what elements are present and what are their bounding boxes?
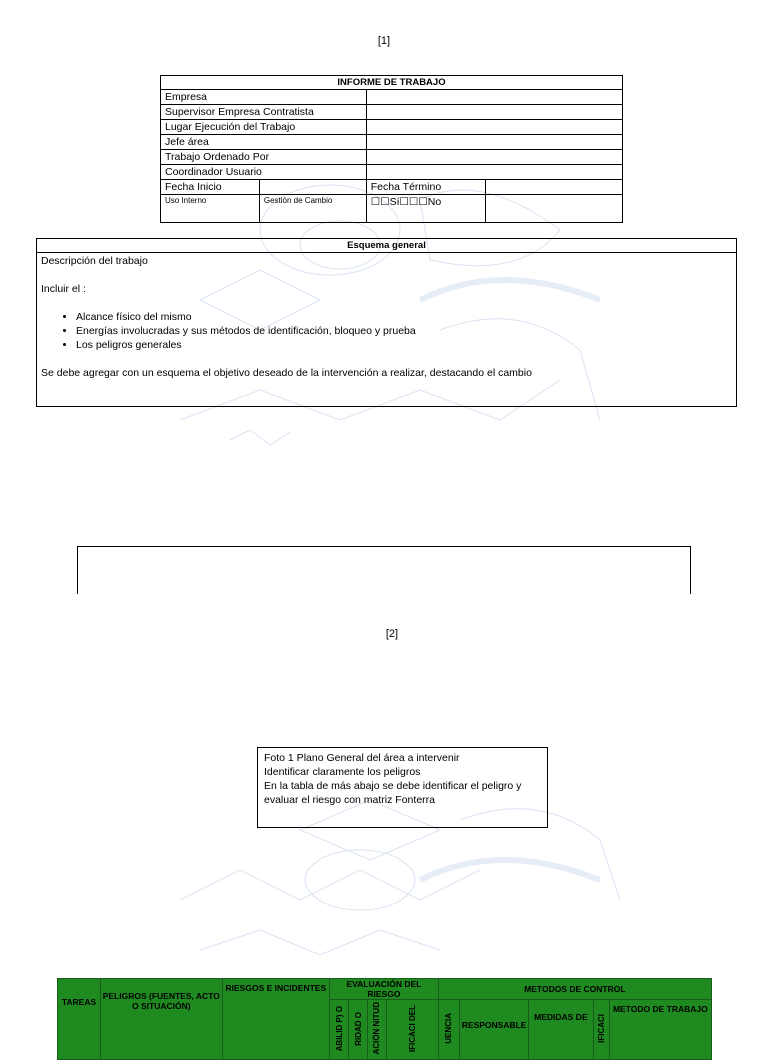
row-value-supervisor[interactable] — [366, 105, 622, 120]
foto-line: evaluar el riesgo con matriz Fonterra — [264, 794, 435, 806]
uso-interno-label: Uso Interno — [161, 195, 260, 223]
drawing-area-box[interactable] — [77, 546, 691, 594]
col-eval-4-label: IFICACI DEL — [407, 1004, 417, 1053]
fecha-termino-value[interactable] — [485, 180, 622, 195]
descripcion-label: Descripción del trabajo — [41, 255, 148, 267]
foto-plano-general-box — [257, 747, 548, 828]
col-metodo-3: MEDIDAS DE — [529, 1000, 594, 1060]
gestion-cambio-label: Gestión de Cambio — [259, 195, 366, 223]
gestion-cambio-extra — [485, 195, 622, 223]
col-eval-2-label: RIDAD O — [353, 1011, 363, 1046]
fecha-inicio-value[interactable] — [259, 180, 366, 195]
row-label-supervisor: Supervisor Empresa Contratista — [161, 105, 367, 120]
row-value-lugar[interactable] — [366, 120, 622, 135]
page-marker-2: [2] — [385, 628, 399, 640]
esquema-bullet-list — [41, 310, 732, 352]
fecha-inicio-label: Fecha Inicio — [161, 180, 260, 195]
col-tareas: TAREAS — [58, 979, 101, 1060]
bullet-item: • Alcance físico del mismo — [76, 310, 732, 324]
col-metodo-4 — [593, 1000, 609, 1060]
col-eval-4 — [387, 1000, 439, 1060]
row-label-trabajo-ordenado: Trabajo Ordenado Por — [161, 150, 367, 165]
foto-line: Identificar claramente los peligros — [264, 766, 421, 778]
col-metodo-5: METODO DE TRABAJO — [609, 1000, 711, 1060]
incluir-label: Incluir el : — [41, 283, 86, 295]
page-marker-1: [1] — [377, 35, 391, 47]
col-peligros: PELIGROS (FUENTES, ACTO O SITUACIÓN) — [101, 979, 223, 1060]
col-metodo-1 — [438, 1000, 460, 1060]
foto-line: En la tabla de más abajo se debe identificar el peligro y — [264, 780, 522, 792]
col-eval-2 — [349, 1000, 367, 1060]
row-value-coordinador[interactable] — [366, 165, 622, 180]
informe-de-trabajo-table — [160, 75, 623, 223]
riesgo-table — [57, 978, 712, 1060]
fecha-termino-label: Fecha Término — [366, 180, 485, 195]
col-riesgos: RIESGOS E INCIDENTES — [222, 979, 330, 1060]
row-value-empresa[interactable] — [366, 90, 622, 105]
col-eval-1-label: ABILID P) O — [334, 1005, 344, 1052]
esquema-nota: Se debe agregar con un esquema el objetivo deseado de la intervención a realizar, destacando el cambio — [41, 367, 532, 379]
group-metodos: METODOS DE CONTROL — [438, 979, 711, 1000]
foto-line: Foto 1 Plano General del área a intervenir — [264, 752, 460, 764]
riesgo-table-wrapper — [57, 978, 712, 1055]
bullet-item: • Energías involucradas y sus métodos de identificación, bloqueo y prueba — [76, 324, 732, 338]
col-eval-3-label: ACIÓN NITUD — [372, 1002, 382, 1055]
col-metodo-2: RESPONSABLE — [460, 1000, 529, 1060]
bullet-item: • Los peligros generales — [76, 338, 732, 352]
gestion-cambio-checkboxes[interactable]: ☐☐Sí☐☐☐No — [366, 195, 485, 223]
group-evaluacion: EVALUACIÓN DEL RIESGO — [330, 979, 439, 1000]
row-label-jefe-area: Jefe área — [161, 135, 367, 150]
row-value-trabajo-ordenado[interactable] — [366, 150, 622, 165]
informe-title: INFORME DE TRABAJO — [161, 76, 623, 90]
row-value-jefe-area[interactable] — [366, 135, 622, 150]
col-metodo-1-label: UENCIA — [444, 1013, 454, 1044]
row-label-lugar: Lugar Ejecución del Trabajo — [161, 120, 367, 135]
row-label-coordinador: Coordinador Usuario — [161, 165, 367, 180]
row-label-empresa: Empresa — [161, 90, 367, 105]
esquema-title: Esquema general — [37, 239, 736, 253]
col-eval-1 — [330, 1000, 349, 1060]
col-metodo-4-label: IFICACI — [596, 1014, 606, 1043]
col-eval-3 — [367, 1000, 386, 1060]
esquema-general-box — [36, 238, 737, 407]
